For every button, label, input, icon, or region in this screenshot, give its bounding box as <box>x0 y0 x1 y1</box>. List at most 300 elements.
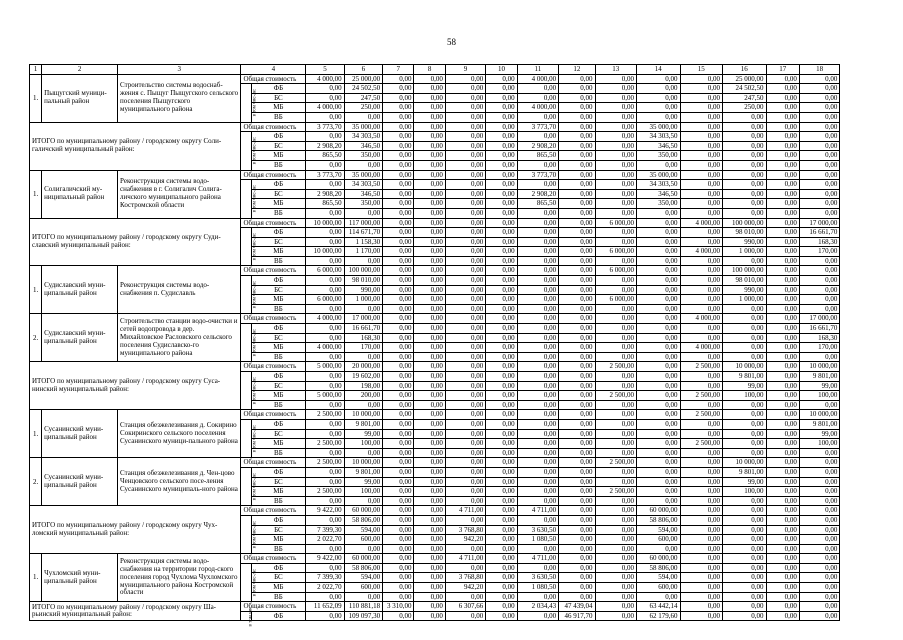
value-cell: 0,00 <box>486 333 517 343</box>
value-cell: 0,00 <box>637 314 681 324</box>
value-cell: 0,00 <box>637 295 681 305</box>
value-cell: 0,00 <box>306 400 344 410</box>
value-cell: 0,00 <box>766 160 799 170</box>
value-cell: 0,00 <box>306 93 344 103</box>
row-label: МБ <box>251 487 306 497</box>
row-label: ВБ <box>251 400 306 410</box>
row-number: 1. <box>30 554 42 602</box>
value-cell: 0,00 <box>766 477 799 487</box>
value-cell: 4 000,00 <box>680 247 722 257</box>
value-cell: 0,00 <box>414 170 445 180</box>
row-label: БС <box>251 285 306 295</box>
value-cell: 0,00 <box>517 515 558 525</box>
value-cell: 99,00 <box>723 477 767 487</box>
value-cell: 0,00 <box>445 333 485 343</box>
row-label: МБ <box>251 439 306 449</box>
district-name: Судиславский муни-ципальный район <box>42 266 118 314</box>
value-cell: 62 179,60 <box>637 611 681 621</box>
vtom-label <box>241 515 258 553</box>
value-cell: 0,00 <box>344 592 382 602</box>
value-cell: 0,00 <box>414 314 445 324</box>
value-cell: 0,00 <box>637 410 681 420</box>
value-cell: 0,00 <box>486 352 517 362</box>
value-cell: 4 711,00 <box>445 506 485 516</box>
value-cell: 0,00 <box>680 295 722 305</box>
total-row <box>30 362 881 372</box>
value-cell: 0,00 <box>723 333 767 343</box>
value-cell: 0,00 <box>383 506 414 516</box>
value-cell: 0,00 <box>445 439 485 449</box>
value-cell: 0,00 <box>445 170 485 180</box>
value-cell: 0,00 <box>595 84 636 94</box>
value-cell: 0,00 <box>559 208 595 218</box>
value-cell: 0,00 <box>486 132 517 142</box>
value-cell: 0,00 <box>445 74 485 84</box>
value-cell: 3 773,70 <box>306 170 344 180</box>
value-cell: 25 000,00 <box>723 74 767 84</box>
value-cell: 24 502,50 <box>344 84 382 94</box>
vtom-text: в том чис-ле: <box>252 424 258 453</box>
value-cell: 0,00 <box>414 362 445 372</box>
value-cell: 0,00 <box>414 458 445 468</box>
value-cell: 990,00 <box>723 285 767 295</box>
value-cell: 0,00 <box>414 237 445 247</box>
value-cell: 168,30 <box>344 333 382 343</box>
value-cell: 0,00 <box>799 151 839 161</box>
value-cell: 0,00 <box>414 525 445 535</box>
value-cell: 0,00 <box>559 103 595 113</box>
value-cell: 990,00 <box>723 237 767 247</box>
value-cell: 1 000,00 <box>344 295 382 305</box>
budget-table <box>29 64 881 627</box>
value-cell: 0,00 <box>383 400 414 410</box>
row-label-total: Общая стоимость <box>241 218 306 228</box>
project-row <box>30 266 881 276</box>
value-cell: 0,00 <box>723 419 767 429</box>
row-number: 1. <box>30 170 42 218</box>
value-cell: 0,00 <box>637 93 681 103</box>
value-cell: 0,00 <box>559 132 595 142</box>
value-cell: 35 000,00 <box>637 170 681 180</box>
value-cell: 0,00 <box>595 496 636 506</box>
value-cell: 0,00 <box>766 141 799 151</box>
row-label: ФБ <box>251 515 306 525</box>
value-cell: 0,00 <box>414 448 445 458</box>
value-cell: 0,00 <box>445 448 485 458</box>
value-cell: 0,00 <box>414 592 445 602</box>
value-cell: 0,00 <box>766 583 799 593</box>
value-cell: 0,00 <box>383 515 414 525</box>
value-cell: 10 000,00 <box>306 218 344 228</box>
value-cell: 0,00 <box>445 160 485 170</box>
column-number: 9 <box>445 65 485 75</box>
project-description: Реконструкция системы водо-снабжения на территории город-ского поселения город Чухлома Чухломского муниципального района Костромской области <box>118 554 241 602</box>
value-cell: 0,00 <box>723 496 767 506</box>
value-cell: 0,00 <box>723 439 767 449</box>
value-cell: 0,00 <box>637 324 681 334</box>
value-cell: 0,00 <box>595 602 636 612</box>
value-cell: 58 806,00 <box>344 515 382 525</box>
value-cell: 0,00 <box>766 400 799 410</box>
value-cell: 0,00 <box>723 563 767 573</box>
value-cell: 0,00 <box>486 554 517 564</box>
row-label: БС <box>251 237 306 247</box>
row-label: БС <box>251 525 306 535</box>
value-cell: 0,00 <box>559 343 595 353</box>
value-cell: 3 768,80 <box>445 573 485 583</box>
value-cell: 0,00 <box>383 429 414 439</box>
value-cell: 0,00 <box>414 74 445 84</box>
value-cell: 0,00 <box>414 256 445 266</box>
value-cell: 58 806,00 <box>637 515 681 525</box>
column-number: 16 <box>723 65 767 75</box>
column-number: 4 <box>241 65 306 75</box>
value-cell: 0,00 <box>445 391 485 401</box>
value-cell: 0,00 <box>595 515 636 525</box>
value-cell: 0,00 <box>799 515 839 525</box>
value-cell: 0,00 <box>595 228 636 238</box>
value-cell: 0,00 <box>486 439 517 449</box>
value-cell: 0,00 <box>766 189 799 199</box>
value-cell: 0,00 <box>595 410 636 420</box>
value-cell: 9 801,00 <box>344 419 382 429</box>
value-cell: 0,00 <box>306 228 344 238</box>
value-cell: 100,00 <box>344 487 382 497</box>
value-cell: 0,00 <box>799 592 839 602</box>
value-cell: 0,00 <box>445 381 485 391</box>
value-cell: 0,00 <box>414 199 445 209</box>
column-number: 14 <box>637 65 681 75</box>
value-cell: 0,00 <box>559 544 595 554</box>
value-cell: 0,00 <box>723 592 767 602</box>
value-cell: 0,00 <box>559 199 595 209</box>
value-cell: 17 000,00 <box>344 314 382 324</box>
value-cell: 0,00 <box>383 304 414 314</box>
value-cell: 0,00 <box>486 391 517 401</box>
value-cell: 1 170,00 <box>344 247 382 257</box>
value-cell: 0,00 <box>680 141 722 151</box>
column-number: 13 <box>595 65 636 75</box>
value-cell: 0,00 <box>637 208 681 218</box>
value-cell: 0,00 <box>766 74 799 84</box>
value-cell: 0,00 <box>680 429 722 439</box>
value-cell: 0,00 <box>680 112 722 122</box>
row-label: ВБ <box>251 304 306 314</box>
value-cell: 0,00 <box>517 93 558 103</box>
value-cell: 0,00 <box>306 477 344 487</box>
value-cell: 0,00 <box>344 496 382 506</box>
value-cell: 0,00 <box>383 525 414 535</box>
value-cell: 0,00 <box>766 487 799 497</box>
value-cell: 34 303,50 <box>344 180 382 190</box>
value-cell: 0,00 <box>414 84 445 94</box>
value-cell: 0,00 <box>486 602 517 612</box>
value-cell: 24 502,50 <box>723 84 767 94</box>
value-cell: 0,00 <box>306 515 344 525</box>
value-cell: 0,00 <box>559 381 595 391</box>
column-number: 11 <box>517 65 558 75</box>
value-cell: 0,00 <box>445 515 485 525</box>
value-cell: 0,00 <box>486 429 517 439</box>
value-cell: 0,00 <box>766 429 799 439</box>
value-cell: 0,00 <box>637 237 681 247</box>
value-cell: 0,00 <box>383 295 414 305</box>
value-cell: 0,00 <box>306 419 344 429</box>
value-cell: 0,00 <box>799 189 839 199</box>
value-cell: 0,00 <box>766 381 799 391</box>
vtom-text: в том чис-ле: <box>252 184 258 213</box>
value-cell: 0,00 <box>344 256 382 266</box>
total-row <box>30 218 881 228</box>
value-cell: 0,00 <box>486 285 517 295</box>
value-cell: 0,00 <box>559 352 595 362</box>
value-cell: 0,00 <box>383 180 414 190</box>
vtom-label <box>241 228 258 266</box>
value-cell: 0,00 <box>517 295 558 305</box>
value-cell: 0,00 <box>517 391 558 401</box>
value-cell: 7 399,30 <box>306 525 344 535</box>
value-cell: 0,00 <box>486 592 517 602</box>
value-cell: 2 500,00 <box>306 458 344 468</box>
row-label: БС <box>251 477 306 487</box>
value-cell: 0,00 <box>766 266 799 276</box>
vtom-text: в том чис-ле: <box>252 280 258 309</box>
value-cell: 0,00 <box>559 477 595 487</box>
value-cell: 0,00 <box>486 573 517 583</box>
value-cell: 0,00 <box>486 295 517 305</box>
value-cell: 5 000,00 <box>306 391 344 401</box>
row-label: БС <box>251 573 306 583</box>
value-cell: 0,00 <box>799 583 839 593</box>
value-cell: 170,00 <box>344 343 382 353</box>
value-cell: 0,00 <box>414 141 445 151</box>
value-cell: 0,00 <box>414 515 445 525</box>
value-cell: 0,00 <box>766 84 799 94</box>
value-cell: 47 439,04 <box>559 602 595 612</box>
row-label-total: Общая стоимость <box>241 602 306 612</box>
value-cell: 0,00 <box>559 266 595 276</box>
value-cell: 10 000,00 <box>799 362 839 372</box>
value-cell: 17 000,00 <box>799 314 839 324</box>
value-cell: 1 080,50 <box>517 535 558 545</box>
value-cell: 0,00 <box>486 525 517 535</box>
value-cell: 0,00 <box>595 592 636 602</box>
value-cell: 0,00 <box>383 285 414 295</box>
value-cell: 0,00 <box>595 544 636 554</box>
row-label: ВБ <box>251 544 306 554</box>
value-cell: 0,00 <box>344 208 382 218</box>
value-cell: 2 500,00 <box>306 439 344 449</box>
column-number: 17 <box>766 65 799 75</box>
value-cell: 0,00 <box>445 122 485 132</box>
value-cell: 0,00 <box>799 477 839 487</box>
value-cell: 0,00 <box>637 74 681 84</box>
value-cell: 10 000,00 <box>306 247 344 257</box>
value-cell: 17 000,00 <box>799 218 839 228</box>
value-cell: 0,00 <box>680 74 722 84</box>
value-cell: 0,00 <box>637 487 681 497</box>
value-cell: 0,00 <box>517 611 558 621</box>
value-cell: 0,00 <box>559 247 595 257</box>
value-cell: 0,00 <box>445 103 485 113</box>
column-number: 12 <box>559 65 595 75</box>
value-cell: 0,00 <box>799 496 839 506</box>
value-cell: 0,00 <box>306 429 344 439</box>
value-cell: 0,00 <box>383 132 414 142</box>
value-cell: 0,00 <box>799 180 839 190</box>
total-title: ИТОГО по муниципальному району / городскому округу Ша-рьинский муниципальный район: <box>30 602 241 621</box>
value-cell: 0,00 <box>680 208 722 218</box>
value-cell: 0,00 <box>445 304 485 314</box>
value-cell: 0,00 <box>445 218 485 228</box>
value-cell: 0,00 <box>486 400 517 410</box>
value-cell: 0,00 <box>766 592 799 602</box>
value-cell: 0,00 <box>559 391 595 401</box>
value-cell: 58 806,00 <box>344 563 382 573</box>
column-number: 8 <box>414 65 445 75</box>
value-cell: 0,00 <box>766 343 799 353</box>
value-cell: 0,00 <box>445 276 485 286</box>
value-cell: 10 000,00 <box>344 458 382 468</box>
value-cell: 942,20 <box>445 583 485 593</box>
value-cell: 2 500,00 <box>680 410 722 420</box>
value-cell: 0,00 <box>414 247 445 257</box>
value-cell: 0,00 <box>799 199 839 209</box>
value-cell: 99,00 <box>799 381 839 391</box>
value-cell: 0,00 <box>680 496 722 506</box>
value-cell: 0,00 <box>517 228 558 238</box>
value-cell: 34 303,50 <box>637 180 681 190</box>
value-cell: 0,00 <box>680 170 722 180</box>
value-cell: 98 010,00 <box>344 276 382 286</box>
value-cell: 0,00 <box>799 352 839 362</box>
value-cell: 0,00 <box>766 525 799 535</box>
value-cell: 0,00 <box>445 429 485 439</box>
value-cell: 0,00 <box>306 208 344 218</box>
value-cell: 0,00 <box>517 333 558 343</box>
row-label: ФБ <box>251 419 306 429</box>
row-label-total: Общая стоимость <box>241 362 306 372</box>
column-number: 10 <box>486 65 517 75</box>
value-cell: 0,00 <box>680 276 722 286</box>
value-cell: 2 022,70 <box>306 583 344 593</box>
district-name: Судиславский муни-ципальный район <box>42 314 118 362</box>
value-cell: 0,00 <box>799 563 839 573</box>
value-cell: 16 661,70 <box>344 324 382 334</box>
value-cell: 0,00 <box>414 487 445 497</box>
value-cell: 4 000,00 <box>306 74 344 84</box>
value-cell: 0,00 <box>559 592 595 602</box>
value-cell: 0,00 <box>637 477 681 487</box>
value-cell: 0,00 <box>680 304 722 314</box>
row-label: МБ <box>251 199 306 209</box>
value-cell: 4 000,00 <box>306 343 344 353</box>
value-cell: 0,00 <box>766 180 799 190</box>
vtom-label <box>241 276 258 314</box>
value-cell: 0,00 <box>445 151 485 161</box>
value-cell: 0,00 <box>637 448 681 458</box>
value-cell: 4 000,00 <box>517 103 558 113</box>
value-cell: 247,50 <box>344 93 382 103</box>
value-cell: 0,00 <box>445 208 485 218</box>
row-number: 1. <box>30 74 42 122</box>
value-cell: 0,00 <box>414 151 445 161</box>
value-cell: 9 801,00 <box>344 467 382 477</box>
value-cell: 0,00 <box>383 189 414 199</box>
value-cell: 0,00 <box>445 487 485 497</box>
value-cell: 0,00 <box>445 343 485 353</box>
value-cell: 0,00 <box>486 458 517 468</box>
value-cell: 200,00 <box>344 391 382 401</box>
value-cell: 0,00 <box>559 304 595 314</box>
value-cell: 0,00 <box>445 544 485 554</box>
value-cell: 0,00 <box>559 362 595 372</box>
value-cell: 0,00 <box>799 170 839 180</box>
value-cell: 0,00 <box>445 112 485 122</box>
value-cell: 0,00 <box>486 583 517 593</box>
value-cell: 0,00 <box>517 343 558 353</box>
value-cell: 4 711,00 <box>445 554 485 564</box>
value-cell: 0,00 <box>595 583 636 593</box>
row-label: МБ <box>251 535 306 545</box>
row-label: ВБ <box>251 496 306 506</box>
value-cell: 0,00 <box>723 160 767 170</box>
value-cell: 4 000,00 <box>517 74 558 84</box>
vtom-text: в том чис-ле: <box>252 136 258 165</box>
value-cell: 600,00 <box>344 583 382 593</box>
value-cell: 0,00 <box>559 467 595 477</box>
value-cell: 0,00 <box>723 400 767 410</box>
value-cell: 35 000,00 <box>344 170 382 180</box>
value-cell: 0,00 <box>799 208 839 218</box>
value-cell: 10 000,00 <box>799 410 839 420</box>
value-cell: 2 908,20 <box>306 189 344 199</box>
value-cell: 99,00 <box>723 381 767 391</box>
total-title: ИТОГО по муниципальному району / городскому округу Суса-нинский муниципальный район: <box>30 362 241 410</box>
value-cell: 0,00 <box>383 151 414 161</box>
value-cell: 9 801,00 <box>799 372 839 382</box>
value-cell: 6 000,00 <box>595 295 636 305</box>
value-cell: 0,00 <box>766 419 799 429</box>
value-cell: 0,00 <box>414 573 445 583</box>
value-cell: 0,00 <box>680 573 722 583</box>
row-label: ФБ <box>251 132 306 142</box>
value-cell: 0,00 <box>766 170 799 180</box>
value-cell: 19 602,00 <box>344 372 382 382</box>
value-cell: 0,00 <box>595 554 636 564</box>
value-cell: 594,00 <box>637 573 681 583</box>
project-description: Строительство станции водо-очистки и сетей водопровода в дер. Михайловское Расловского сельского поселения Судиславско-го муниципального района <box>118 314 241 362</box>
value-cell: 0,00 <box>595 237 636 247</box>
value-cell: 0,00 <box>344 400 382 410</box>
value-cell: 3 630,50 <box>517 525 558 535</box>
value-cell: 865,50 <box>517 151 558 161</box>
value-cell: 0,00 <box>559 151 595 161</box>
value-cell: 0,00 <box>383 573 414 583</box>
value-cell: 0,00 <box>344 448 382 458</box>
value-cell: 0,00 <box>723 208 767 218</box>
district-name: Сусанинский муни-ципальный район <box>42 410 118 458</box>
value-cell: 0,00 <box>559 333 595 343</box>
value-cell: 2 500,00 <box>680 439 722 449</box>
value-cell: 0,00 <box>517 592 558 602</box>
value-cell: 0,00 <box>766 324 799 334</box>
value-cell: 0,00 <box>799 525 839 535</box>
value-cell: 0,00 <box>414 496 445 506</box>
value-cell: 0,00 <box>766 285 799 295</box>
value-cell: 9 801,00 <box>799 419 839 429</box>
value-cell: 0,00 <box>799 554 839 564</box>
